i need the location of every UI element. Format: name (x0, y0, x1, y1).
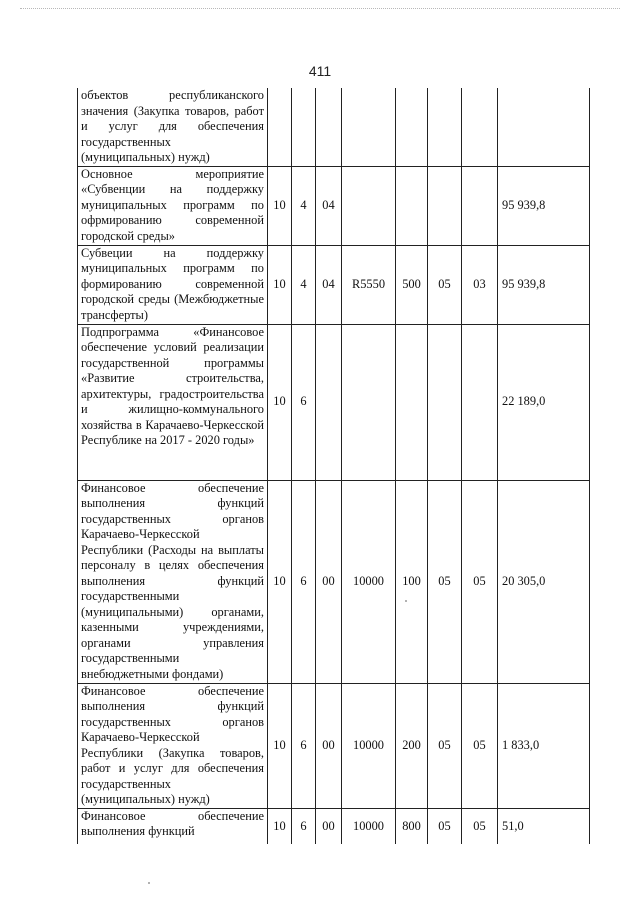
scan-edge-artifact (20, 8, 620, 9)
subsection-code: 6 (292, 808, 316, 844)
table-row (78, 683, 590, 808)
section-code: 10 (268, 166, 292, 245)
target-article-code (316, 88, 342, 166)
classifier-code-1: 05 (428, 808, 462, 844)
subsection-code (292, 88, 316, 166)
row-description: объектов республиканского значения (Закупка товаров, работ и услуг для обеспечения государственных (муниципальных) нужд) (78, 88, 268, 166)
row-description: Подпрограмма «Финансовое обеспечение условий реализации государственной программы «Развитие строительства, архитектуры, градостроительства и жилищно-коммунального хозяйства в Карачаево-Черкесской Республике на 2017 - 2020 годы» (78, 324, 268, 480)
classifier-code-1 (428, 88, 462, 166)
target-article-code: 00 (316, 683, 342, 808)
subsection-code: 4 (292, 245, 316, 324)
amount (498, 88, 590, 166)
amount: 95 939,8 (498, 166, 590, 245)
table-row (78, 245, 590, 324)
subsection-code: 6 (292, 324, 316, 480)
target-article-subcode: 10000 (342, 683, 396, 808)
row-description: Финансовое обеспечение выполнения функций государственных органов Карачаево-Черкесской Республики (Расходы на выплаты персоналу в целях обеспечения выполнения функций государственными (муниципальными) органами, казенными учреждениями, органами управления государственными внебюджетными фондами) (78, 480, 268, 683)
target-article-code (316, 324, 342, 480)
amount: 1 833,0 (498, 683, 590, 808)
subsection-code: 6 (292, 480, 316, 683)
target-article-subcode: 10000 (342, 480, 396, 683)
target-article-code: 04 (316, 245, 342, 324)
section-code: 10 (268, 683, 292, 808)
section-code: 10 (268, 808, 292, 844)
section-code: 10 (268, 245, 292, 324)
target-article-subcode: R5550 (342, 245, 396, 324)
target-article-code: 04 (316, 166, 342, 245)
amount: 22 189,0 (498, 324, 590, 480)
page-number: 411 (308, 63, 332, 79)
classifier-code-1 (428, 166, 462, 245)
section-code: 10 (268, 480, 292, 683)
subsection-code: 6 (292, 683, 316, 808)
table-row (78, 808, 590, 844)
classifier-code-1: 05 (428, 245, 462, 324)
classifier-code-1: 05 (428, 480, 462, 683)
target-article-code: 00 (316, 808, 342, 844)
table-row (78, 88, 590, 166)
expense-type-code: 500 (396, 245, 428, 324)
classifier-code-2 (462, 166, 498, 245)
row-description: Финансовое обеспечение выполнения функций государственных органов Карачаево-Черкесской Республики (Закупка товаров, работ и услуг для обеспечения государственных (муниципальных) нужд) (78, 683, 268, 808)
section-code: 10 (268, 324, 292, 480)
target-article-subcode (342, 324, 396, 480)
scan-speck (405, 600, 407, 602)
classifier-code-2: 03 (462, 245, 498, 324)
row-description: Финансовое обеспечение выполнения функций (78, 808, 268, 844)
row-description: Субвеции на поддержку муниципальных программ по формированию современной городской среды (Межбюджетные трансферты) (78, 245, 268, 324)
target-article-subcode (342, 88, 396, 166)
expense-type-code (396, 88, 428, 166)
scan-speck (148, 882, 150, 884)
amount: 95 939,8 (498, 245, 590, 324)
classifier-code-1 (428, 324, 462, 480)
expense-type-code (396, 324, 428, 480)
target-article-code: 00 (316, 480, 342, 683)
amount: 51,0 (498, 808, 590, 844)
row-description: Основное мероприятие «Субвенции на поддержку муниципальных программ по офрмированию современной городской среды» (78, 166, 268, 245)
amount: 20 305,0 (498, 480, 590, 683)
target-article-subcode (342, 166, 396, 245)
classifier-code-2: 05 (462, 683, 498, 808)
target-article-subcode: 10000 (342, 808, 396, 844)
table-row (78, 324, 590, 480)
expense-type-code (396, 166, 428, 245)
expense-type-code: 200 (396, 683, 428, 808)
expense-type-code: 100 (396, 480, 428, 683)
budget-table (77, 88, 590, 844)
classifier-code-2: 05 (462, 808, 498, 844)
classifier-code-1: 05 (428, 683, 462, 808)
section-code (268, 88, 292, 166)
table-row (78, 166, 590, 245)
expense-type-code: 800 (396, 808, 428, 844)
table-row (78, 480, 590, 683)
classifier-code-2 (462, 324, 498, 480)
subsection-code: 4 (292, 166, 316, 245)
classifier-code-2 (462, 88, 498, 166)
classifier-code-2: 05 (462, 480, 498, 683)
